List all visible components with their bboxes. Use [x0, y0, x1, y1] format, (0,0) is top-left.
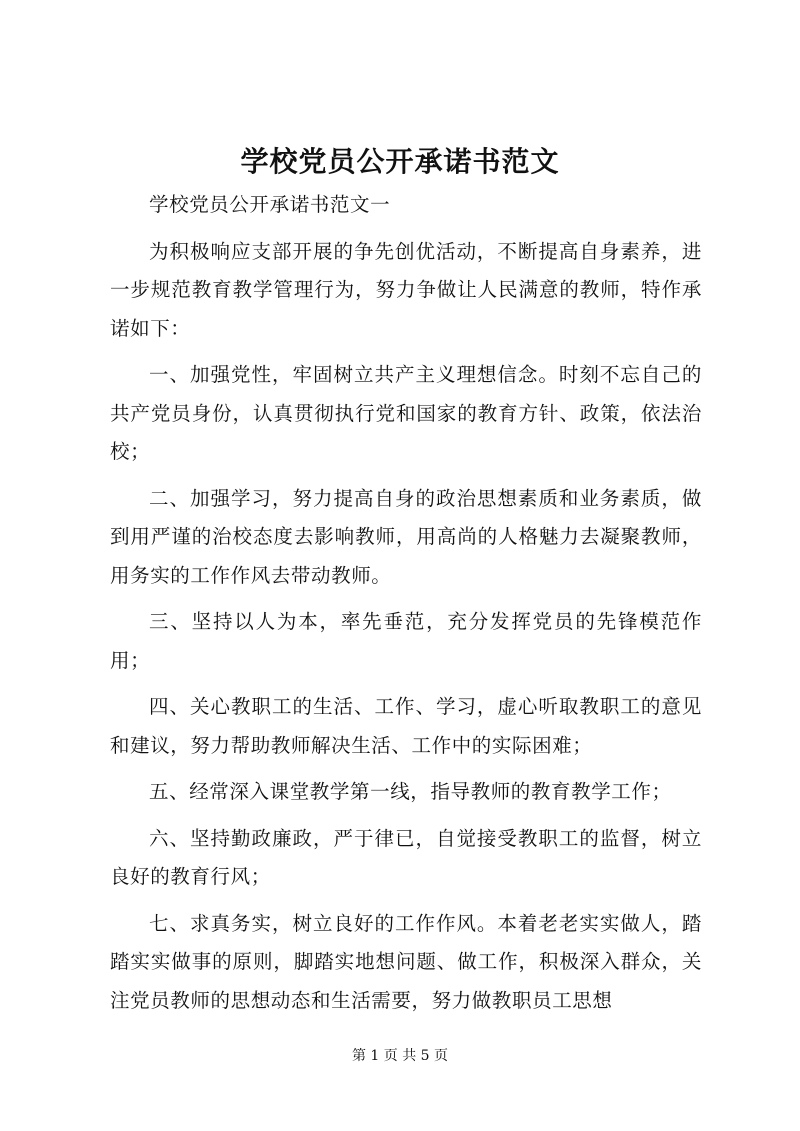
paragraph-item-7: 七、求真务实，树立良好的工作作风。本着老老实实做人，踏踏实实做事的原则，脚踏实地想问题、做工作，积极深入群众，关注党员教师的思想动态和生活需要，努力做教职员工思想 — [110, 911, 702, 1012]
paragraph-item-4: 四、关心教职工的生活、工作、学习，虚心听取教职工的意见和建议，努力帮助教师解决生活、工作中的实际困难； — [110, 695, 702, 757]
document-subtitle: 学校党员公开承诺书范文一 — [149, 193, 391, 216]
page-indicator: 第 1 页 共 5 页 — [351, 1048, 449, 1064]
document-title: 学校党员公开承诺书范文 — [240, 145, 560, 178]
paragraph-item-1: 一、加强党性，牢固树立共产主义理想信念。时刻不忘自己的共产党员身份，认真贯彻执行党和国家的教育方针、政策，依法治校； — [110, 363, 702, 463]
paragraph-item-2: 二、加强学习，努力提高自身的政治思想素质和业务素质，做到用严谨的治校态度去影响教师，用高尚的人格魅力去凝聚教师，用务实的工作作风去带动教师。 — [110, 486, 702, 587]
paragraph-item-6: 六、坚持勤政廉政，严于律已，自觉接受教职工的监督，树立良好的教育行风； — [110, 826, 702, 888]
paragraph-item-3: 三、坚持以人为本，率先垂范，充分发挥党员的先锋模范作用； — [110, 610, 702, 672]
document-body — [110, 186, 702, 1028]
paragraph-item-5: 五、经常深入课堂教学第一线，指导教师的教育教学工作； — [149, 780, 672, 803]
page-footer — [0, 1046, 800, 1066]
paragraph-intro: 为积极响应支部开展的争先创优活动，不断提高自身素养，进一步规范教育教学管理行为，努力争做让人民满意的教师，特作承诺如下： — [110, 239, 702, 340]
